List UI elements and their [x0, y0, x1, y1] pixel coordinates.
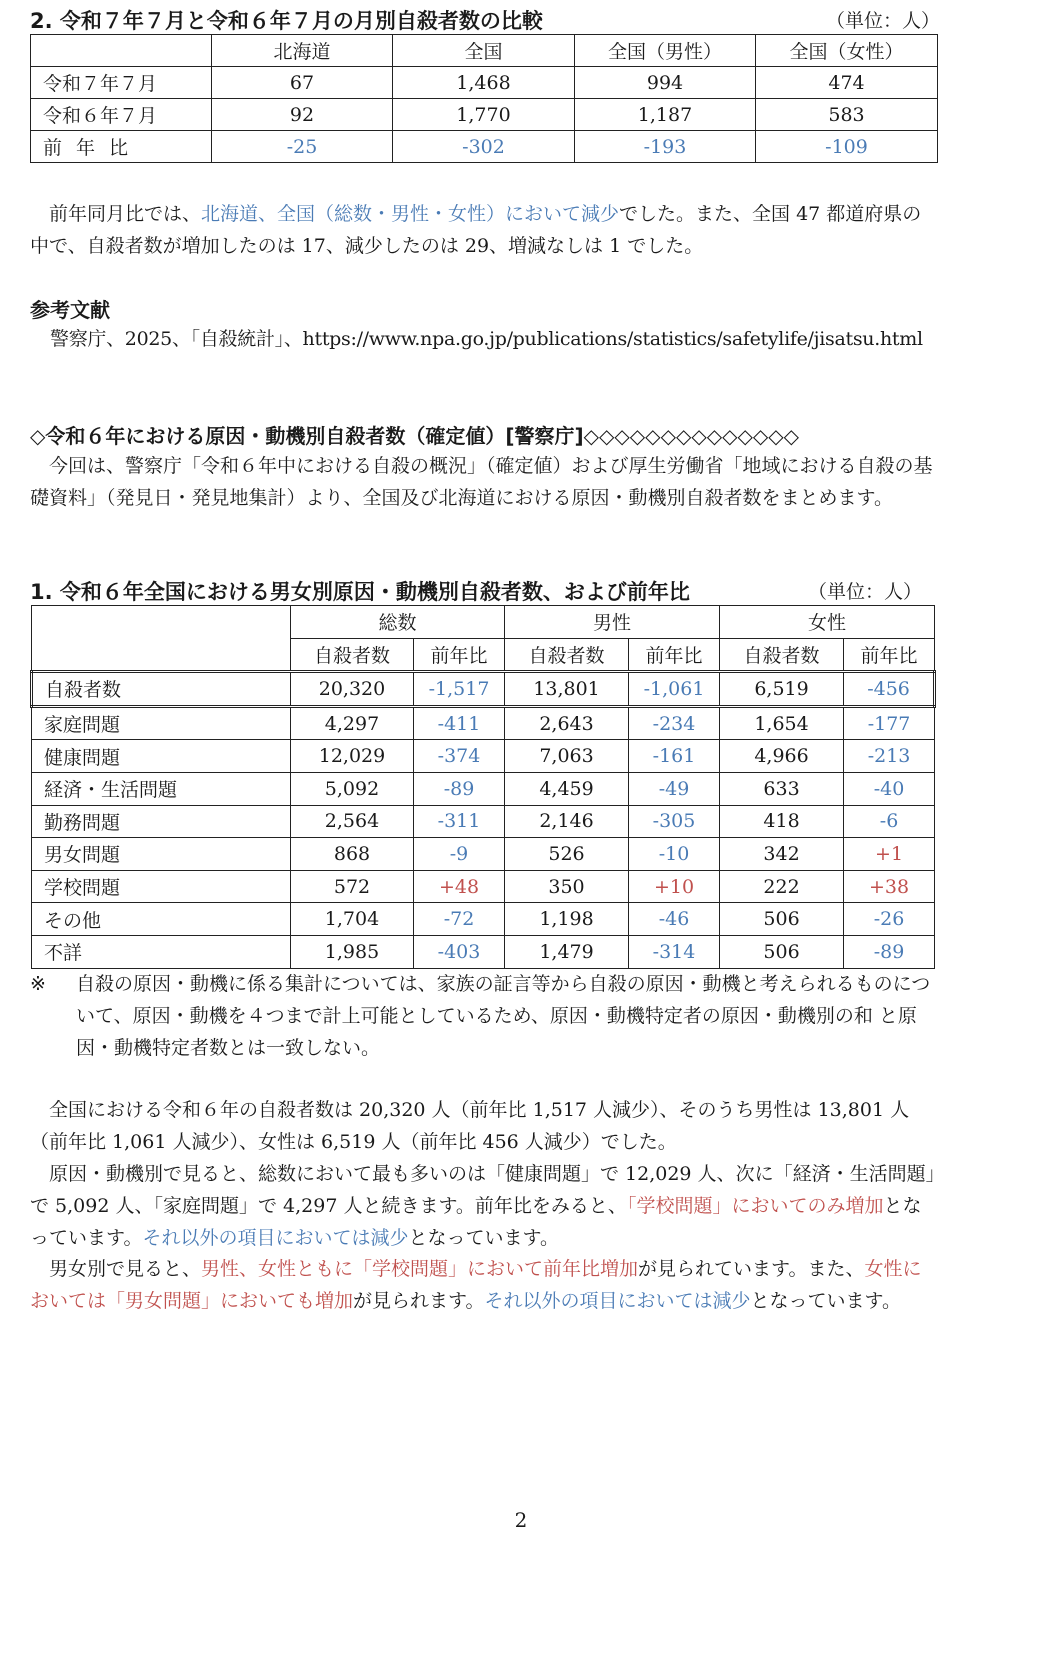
- monthly-section-title: 2. 令和７年７月と令和６年７月の月別自殺者数の比較: [30, 9, 543, 33]
- count-cell: 526: [505, 838, 629, 871]
- yoy-change-cell: -314: [629, 935, 720, 968]
- yoy-change-cell: -177: [844, 706, 935, 740]
- causes-footnote: [30, 968, 940, 1064]
- row-label: その他: [32, 903, 291, 936]
- text-segment: が見られます。: [353, 1290, 485, 1312]
- count-cell: 4,966: [720, 740, 844, 773]
- text-segment: となっています。: [750, 1290, 901, 1312]
- increase-highlight: 女性においては「男女問題」においても増加: [30, 1258, 922, 1312]
- table-row: [32, 870, 935, 903]
- footnote-mark: ※: [30, 973, 46, 995]
- row-label: 令和６年７月: [31, 99, 212, 131]
- yoy-change-cell: -311: [414, 805, 505, 838]
- table-group-header-row: [32, 606, 935, 639]
- table-cell: 474: [756, 67, 938, 99]
- count-cell: 4,459: [505, 772, 629, 805]
- row-label: 勤務問題: [32, 805, 291, 838]
- table-header-cell: 北海道: [212, 35, 393, 67]
- count-cell: 1,198: [505, 903, 629, 936]
- table-cell: 583: [756, 99, 938, 131]
- count-cell: 20,320: [291, 672, 414, 707]
- table-row: [32, 838, 935, 871]
- yoy-change-cell: -403: [414, 935, 505, 968]
- count-cell: 868: [291, 838, 414, 871]
- text-segment: となっています。: [408, 1227, 559, 1249]
- references-heading: 参考文献: [30, 298, 110, 322]
- count-cell: 572: [291, 870, 414, 903]
- yoy-change-cell: -234: [629, 706, 720, 740]
- sub-header-cell: 前年比: [844, 638, 935, 672]
- table-row: [32, 935, 935, 968]
- table-header-cell: 全国（女性）: [756, 35, 938, 67]
- yoy-change-cell: -46: [629, 903, 720, 936]
- yoy-change-cell: -40: [844, 772, 935, 805]
- yoy-change-cell: +48: [414, 870, 505, 903]
- footnote-text: 自殺の原因・動機に係る集計については、家族の証言等から自殺の原因・動機と考えられるものについて、原因・動機を４つまで計上可能としているため、原因・動機特定者の原因・動機別の和 と原因・動機特定者数とは一致しない。: [76, 973, 931, 1059]
- table-total-row: [32, 672, 935, 707]
- table-row: [32, 772, 935, 805]
- text-segment: となっています。: [30, 1195, 922, 1249]
- count-cell: 1,985: [291, 935, 414, 968]
- group-header-female: 女性: [720, 606, 935, 639]
- row-label: 不詳: [32, 935, 291, 968]
- count-cell: 1,479: [505, 935, 629, 968]
- decrease-highlight: それ以外の項目においては減少: [142, 1227, 409, 1249]
- count-cell: 350: [505, 870, 629, 903]
- table-cell: 1,770: [393, 99, 575, 131]
- count-cell: 12,029: [291, 740, 414, 773]
- row-label: 経済・生活問題: [32, 772, 291, 805]
- count-cell: 506: [720, 903, 844, 936]
- sub-header-cell: 自殺者数: [720, 638, 844, 672]
- count-cell: 418: [720, 805, 844, 838]
- count-cell: 5,092: [291, 772, 414, 805]
- table-cell: 1,187: [575, 99, 756, 131]
- causes-table: [30, 605, 936, 969]
- sub-header-cell: 自殺者数: [291, 638, 414, 672]
- table-cell: -25: [212, 131, 393, 163]
- yoy-change-cell: +1: [844, 838, 935, 871]
- text-segment: 前年同月比では、: [49, 203, 202, 225]
- yoy-change-cell: +10: [629, 870, 720, 903]
- monthly-summary-paragraph: [30, 198, 940, 262]
- text-segment: 男女別で見ると、: [49, 1258, 202, 1280]
- count-cell: 342: [720, 838, 844, 871]
- monthly-comparison-table: [30, 34, 938, 163]
- yoy-change-cell: -305: [629, 805, 720, 838]
- decrease-highlight: それ以外の項目においては減少: [484, 1290, 751, 1312]
- row-label: 学校問題: [32, 870, 291, 903]
- increase-highlight: 「学校問題」においてのみ増加: [626, 1195, 884, 1217]
- count-cell: 2,643: [505, 706, 629, 740]
- yoy-change-cell: -10: [629, 838, 720, 871]
- monthly-unit-label: （単位：人）: [826, 10, 941, 32]
- sub-header-cell: 前年比: [629, 638, 720, 672]
- yoy-change-cell: -49: [629, 772, 720, 805]
- yoy-change-cell: -213: [844, 740, 935, 773]
- count-cell: 1,704: [291, 903, 414, 936]
- yoy-change-cell: -1,061: [629, 672, 720, 707]
- yoy-change-cell: +38: [844, 870, 935, 903]
- table-cell: -193: [575, 131, 756, 163]
- count-cell: 506: [720, 935, 844, 968]
- table-row: [32, 706, 935, 740]
- table-header-cell: 全国: [393, 35, 575, 67]
- yoy-change-cell: -161: [629, 740, 720, 773]
- row-label: 健康問題: [32, 740, 291, 773]
- yoy-change-cell: -411: [414, 706, 505, 740]
- increase-highlight: 男性、女性ともに「学校問題」において前年比増加: [201, 1258, 639, 1280]
- yoy-change-cell: -374: [414, 740, 505, 773]
- causes-section-heading: ◇令和６年における原因・動機別自殺者数（確定値）[警察庁]◇◇◇◇◇◇◇◇◇◇◇◇◇◇: [30, 424, 799, 448]
- yoy-change-cell: -9: [414, 838, 505, 871]
- yoy-change-cell: -89: [844, 935, 935, 968]
- table-cell: -302: [393, 131, 575, 163]
- count-cell: 4,297: [291, 706, 414, 740]
- summary-paragraph-3: [30, 1253, 940, 1317]
- row-label: 男女問題: [32, 838, 291, 871]
- table-cell: 1,468: [393, 67, 575, 99]
- table-row: [31, 67, 938, 99]
- count-cell: 2,146: [505, 805, 629, 838]
- table-row: [31, 99, 938, 131]
- sub-header-cell: 自殺者数: [505, 638, 629, 672]
- yoy-change-cell: -72: [414, 903, 505, 936]
- text-segment: が見られています。また、: [638, 1258, 865, 1280]
- yoy-change-cell: -26: [844, 903, 935, 936]
- text-segment: 原因・動機別で見ると、総数において最も多いのは「健康問題」で 12,029 人、次に「経済・生活問題」で 5,092 人、「家庭問題」で 4,297 人と続きます。前年比をみると、: [30, 1163, 936, 1217]
- table-row: [32, 903, 935, 936]
- sub-header-cell: 前年比: [414, 638, 505, 672]
- causes-intro-paragraph: 今回は、警察庁「令和６年中における自殺の概況」（確定値）および厚生労働省「地域における自殺の基礎資料」（発見日・発見地集計）より、全国及び北海道における原因・動機別自殺者数をまとめます。: [30, 455, 933, 509]
- row-label: 自殺者数: [32, 672, 291, 707]
- page-number: 2: [514, 1508, 528, 1532]
- table-header-cell: [31, 35, 212, 67]
- table-header-row: [31, 35, 938, 67]
- table-corner-cell: [32, 606, 291, 672]
- count-cell: 222: [720, 870, 844, 903]
- yoy-change-cell: -1,517: [414, 672, 505, 707]
- summary-paragraph-1: 全国における令和６年の自殺者数は 20,320 人（前年比 1,517 人減少）、そのうち男性は 13,801 人（前年比 1,061 人減少）、女性は 6,519 人（前年比 456 人減少）でした。: [30, 1099, 910, 1153]
- table-header-cell: 全国（男性）: [575, 35, 756, 67]
- table-cell: -109: [756, 131, 938, 163]
- table-cell: 67: [212, 67, 393, 99]
- causes-unit-label: （単位：人）: [808, 581, 923, 603]
- summary-paragraph-2: [30, 1158, 940, 1254]
- group-header-male: 男性: [505, 606, 720, 639]
- count-cell: 1,654: [720, 706, 844, 740]
- reference-citation: 警察庁、2025、「自殺統計」、https://www.npa.go.jp/publications/statistics/safetylife/jisatsu.html: [50, 328, 923, 350]
- row-label: 令和７年７月: [31, 67, 212, 99]
- causes-table-title: 1. 令和６年全国における男女別原因・動機別自殺者数、および前年比: [30, 580, 690, 604]
- table-cell: 92: [212, 99, 393, 131]
- yoy-change-cell: -6: [844, 805, 935, 838]
- row-label: 前年比: [31, 131, 212, 163]
- count-cell: 13,801: [505, 672, 629, 707]
- decrease-highlight: 北海道、全国（総数・男性・女性）において減少: [201, 203, 620, 225]
- yoy-change-cell: -456: [844, 672, 935, 707]
- table-row: [32, 740, 935, 773]
- table-row: [31, 131, 938, 163]
- group-header-total: 総数: [291, 606, 505, 639]
- table-row: [32, 805, 935, 838]
- table-cell: 994: [575, 67, 756, 99]
- count-cell: 6,519: [720, 672, 844, 707]
- row-label: 家庭問題: [32, 706, 291, 740]
- count-cell: 2,564: [291, 805, 414, 838]
- text-segment: でした。また、全国 47 都道府県の中で、自殺者数が増加したのは 17、減少したのは 29、増減なしは 1 でした。: [30, 203, 922, 257]
- count-cell: 633: [720, 772, 844, 805]
- yoy-change-cell: -89: [414, 772, 505, 805]
- count-cell: 7,063: [505, 740, 629, 773]
